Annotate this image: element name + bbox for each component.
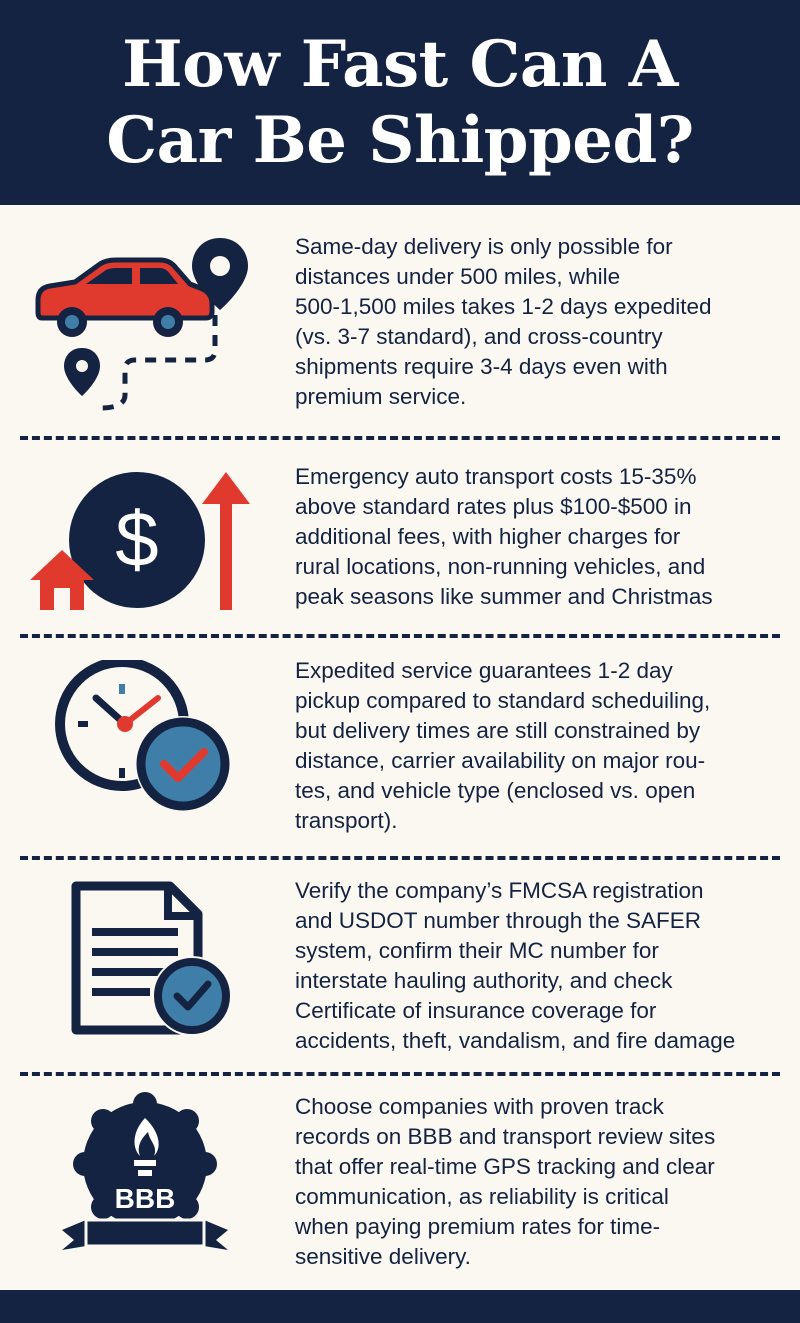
dollar-rising-cost-icon xyxy=(20,462,280,622)
section-divider xyxy=(20,856,780,860)
section-1-text: Same-day delivery is only possible for distances under 500 miles, while 500-1,500 miles takes 1-2 days expedited (vs. 3-7 standard), and cross-country shipments require 3-4 days even with premium service. xyxy=(295,234,712,409)
page-title: How Fast Can A Car Be Shipped? xyxy=(106,26,694,178)
section-5-text: Choose companies with proven track records on BBB and transport review sites that offer real-time GPS tracking and clear communication, as reliability is critical when paying premium rates for time- sensitive delivery. xyxy=(295,1094,716,1269)
section-4-text: Verify the company’s FMCSA registration and USDOT number through the SAFER system, confirm their MC number for interstate hauling authority, and check Certificate of insurance coverage for accidents, theft, vandalism, and fire damage xyxy=(295,878,736,1053)
section-2-text: Emergency auto transport costs 15-35% above standard rates plus $100-$500 in additional fees, with higher charges for rural locations, non-running vehicles, and peak seasons like summer and Christmas xyxy=(295,464,713,609)
section-divider xyxy=(20,436,780,440)
section-divider xyxy=(20,634,780,638)
document-check-icon xyxy=(20,880,280,1050)
car-route-icon xyxy=(20,230,280,420)
svg-text:$: $ xyxy=(115,495,159,583)
clock-check-icon xyxy=(20,660,280,830)
bbb-seal-label: BBB xyxy=(114,1183,176,1214)
section-divider xyxy=(20,1072,780,1076)
section-3-text: Expedited service guarantees 1-2 day pickup compared to standard scheduiling, but delivery times are still constrained by distance, carrier availability on major rou- tes, and vehicle type (enclosed vs. open transport). xyxy=(295,658,711,833)
header-banner xyxy=(0,0,800,205)
footer-bar xyxy=(0,1290,800,1323)
bbb-seal-icon xyxy=(20,1090,280,1270)
